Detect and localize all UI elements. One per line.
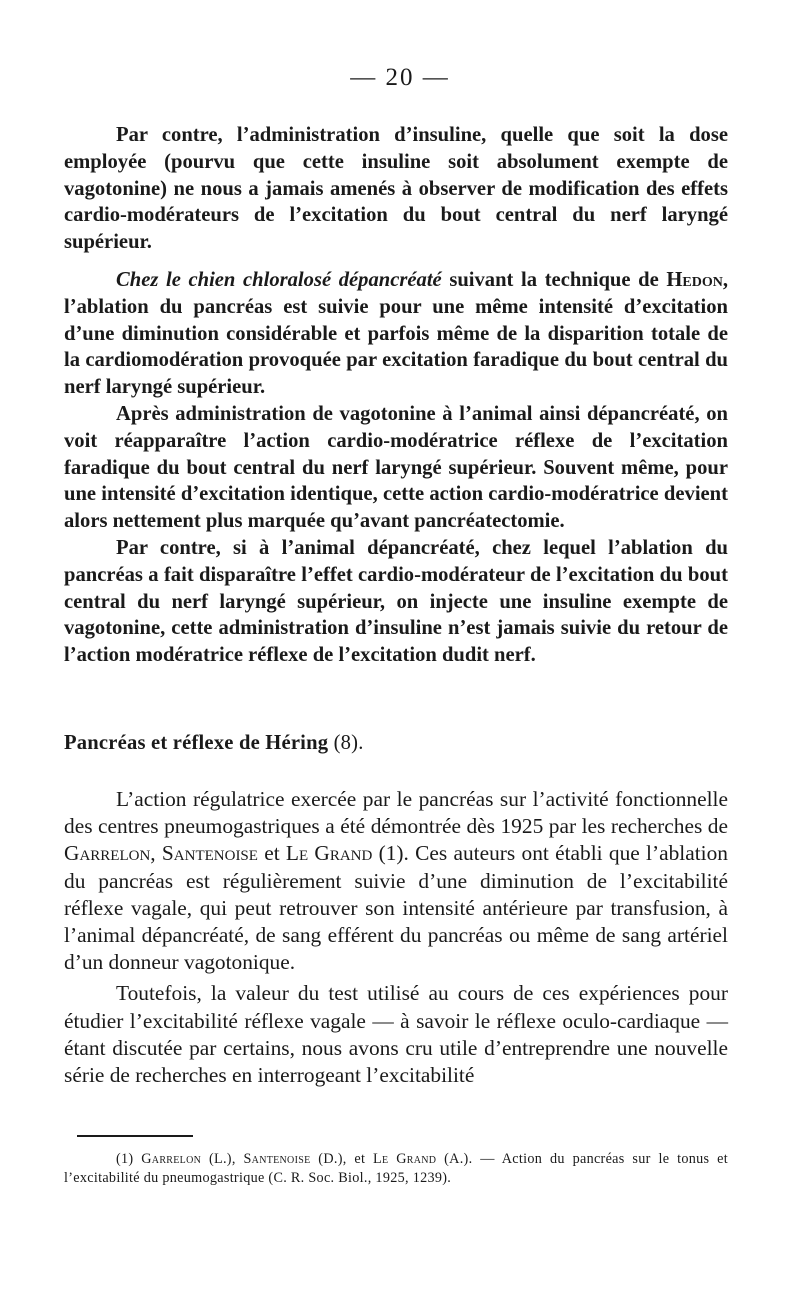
paragraph-insuline: Par contre, l’administration d’insuline, quelle que soit la dose employée (pourvu que cette insuline soit absolument exempte de vagotonine) ne nous a jamais amenés à observer de modification des effets cardio-modérateurs de l’excitation du bout central du nerf laryngé supérieur.	[64, 124, 728, 254]
footnote-author-santenoise: Santenoise	[243, 1151, 311, 1167]
footnote-divider	[77, 1135, 193, 1137]
second-text-block	[64, 786, 728, 1089]
section-heading	[64, 732, 364, 755]
text-span: et	[257, 841, 286, 866]
author-hedon: Hedon	[666, 268, 723, 291]
heading-reference: (8).	[328, 732, 364, 754]
paragraph-chien-depancreate	[64, 267, 728, 401]
text-span: (1). Ces auteurs ont établi que l’ablation du pancréas est régulièrement suivie d’une diminution de l’excitabilité réflexe vagale, qui peut retrouver son intensité antérieure par transfusion, à l’animal dépancréaté, de sang efférent du pancréas ou même de sang artériel d’un donneur vagotonique.	[64, 841, 728, 975]
text-span: ,	[150, 841, 162, 866]
text-span: (L.),	[201, 1151, 244, 1167]
paragraph-vagotonine: Après administration de vagotonine à l’animal ainsi dépancréaté, on voit réapparaître l’action cardio-modératrice réflexe de l’excitation faradique du bout central du nerf laryngé supérieur. Souvent même, pour une intensité d’excitation identique, cette action cardio-modératrice devient alors nettement plus marquée qu’avant pancréatectomie.	[64, 402, 728, 533]
footnote	[64, 1150, 728, 1188]
page-number: — 20 —	[350, 64, 450, 91]
paragraph-toutefois: Toutefois, la valeur du test utilisé au cours de ces expériences pour étudier l’excitabilité réflexe vagale — à savoir le réflexe oculo-cardiaque — étant discutée par certains, nous avons cru utile d’entreprendre une nouvelle série de recherches en interrogeant l’excitabilité	[64, 981, 728, 1088]
text-span: , l’ablation du pancréas est suivie pour une même intensité d’excitation d’une diminution considérable et parfois même de la disparition totale de la cardiomodération provoquée par excitation faradique du bout central du nerf laryngé supérieur.	[64, 268, 728, 399]
text-span: suivant la technique de	[441, 268, 667, 291]
footnote-author-garrelon: Garrelon	[141, 1151, 202, 1167]
text-span: (D.), et	[310, 1151, 374, 1167]
first-text-block	[64, 122, 728, 669]
paragraph-par-contre: Par contre, si à l’animal dépancréaté, chez lequel l’ablation du pancréas a fait disparaître l’effet cardio-modérateur de l’excitation du bout central du nerf laryngé supérieur, on injecte une insuline exempte de vagotonine, cette administration d’insuline n’est jamais suivie du retour de l’action modératrice réflexe de l’excitation dudit nerf.	[64, 536, 728, 667]
footnote-author-le-grand: Le Grand	[373, 1151, 437, 1167]
paragraph-action-regulatrice	[64, 786, 728, 976]
italic-phrase: Chez le chien chloralosé dépancréaté	[116, 268, 442, 291]
author-le-grand: Le Grand	[285, 841, 373, 866]
heading-title: Pancréas et réflexe de Héring	[64, 732, 329, 754]
footnote-text	[64, 1150, 728, 1188]
author-santenoise: Santenoise	[161, 841, 258, 866]
text-span: L’action régulatrice exercée par le pancréas sur l’activité fonctionnelle des centres pneumogastriques a été démontrée dès 1925 par les recherches de	[64, 787, 728, 839]
author-garrelon: Garrelon	[64, 841, 151, 866]
footnote-number: (1)	[116, 1151, 142, 1167]
text-span: (A.). — Action du pancréas sur le tonus et l’excitabilité du pneumogastrique (C. R. Soc. Biol., 1925, 1239).	[64, 1151, 729, 1186]
